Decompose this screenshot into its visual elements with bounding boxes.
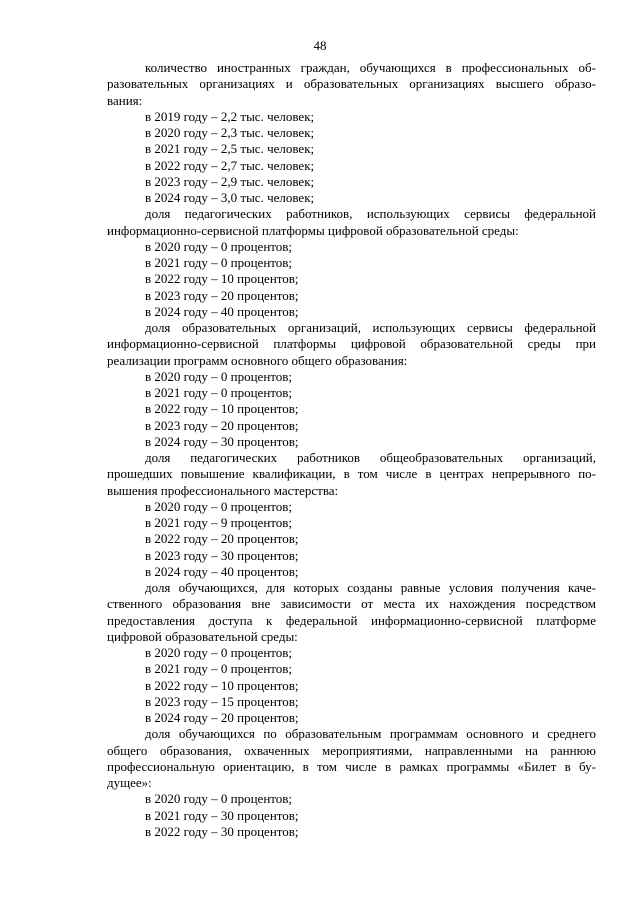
indicator-block [107,206,596,320]
value-list-item: в 2020 году – 0 процентов; [145,791,293,807]
value-list-item: в 2023 году – 20 процентов; [145,417,299,433]
value-list-item: в 2021 году – 9 процентов; [145,515,293,530]
paragraph-line: информационно-сервисной платформы цифровой образовательной среды: [107,222,519,238]
paragraph-line: дущее»: [107,775,152,790]
value-list-item: в 2021 году – 0 процентов; [145,385,293,400]
indicator-block [107,580,596,726]
value-list-item: в 2023 году – 2,9 тыс. человек; [145,173,315,189]
paragraph-line: реализации программ основного общего образования: [107,352,408,368]
paragraph-line: предоставления доступа к федеральной информационно-сервисной платформе [107,612,596,628]
value-list-item: в 2020 году – 0 процентов; [145,238,293,254]
value-list-item: в 2022 году – 10 процентов; [145,401,299,417]
paragraph-line: доля образовательных организаций, использующих сервисы федеральной [145,320,596,335]
paragraph-line: количество иностранных граждан, обучающихся в профессиональных об- [145,60,596,75]
value-list-item: в 2019 году – 2,2 тыс. человек; [145,108,315,124]
value-list-item: в 2022 году – 2,7 тыс. человек; [145,157,315,173]
value-list-item: в 2024 году – 3,0 тыс. человек; [145,190,315,205]
paragraph-line: вышения профессионального мастерства: [107,482,339,498]
document-body [107,60,596,840]
value-list-item: в 2023 году – 15 процентов; [145,693,299,709]
indicator-block [107,60,596,206]
page-number: 48 [313,38,327,53]
paragraph-line: доля педагогических работников, использующих сервисы федеральной [145,206,596,222]
value-list-item: в 2020 году – 2,3 тыс. человек; [145,125,315,140]
indicator-block [107,450,596,580]
value-list-item: в 2022 году – 10 процентов; [145,677,299,693]
value-list-item: в 2023 году – 20 процентов; [145,287,299,303]
paragraph-line: доля педагогических работников общеобразовательных организаций, [145,450,596,465]
value-list-item: в 2024 году – 30 процентов; [145,433,299,449]
value-list-item: в 2022 году – 10 процентов; [145,271,299,287]
paragraph-line: вания: [107,92,143,108]
value-list-item: в 2024 году – 40 процентов; [145,563,299,579]
value-list-item: в 2021 году – 2,5 тыс. человек; [145,141,315,157]
indicator-block [107,320,596,450]
value-list-item: в 2021 году – 30 процентов; [145,807,299,823]
value-list-item: в 2021 году – 0 процентов; [145,255,293,270]
value-list-item: в 2021 году – 0 процентов; [145,661,293,677]
value-list-item: в 2024 году – 40 процентов; [145,303,299,319]
paragraph-line: общего образования, охваченных мероприятиями, направленными на раннюю [107,742,596,758]
value-list-item: в 2022 году – 20 процентов; [145,531,299,547]
value-list-item: в 2023 году – 30 процентов; [145,547,299,563]
indicator-block [107,726,596,840]
paragraph-line: доля обучающихся по образовательным программам основного и среднего [145,726,596,742]
paragraph-line: ственного образования вне зависимости от места их нахождения посредством [107,596,596,612]
value-list-item: в 2020 году – 0 процентов; [145,498,293,514]
value-list-item: в 2024 году – 20 процентов; [145,710,299,725]
value-list-item: в 2020 году – 0 процентов; [145,368,293,384]
paragraph-line: информационно-сервисной платформы цифровой образовательной среды при [107,336,596,352]
paragraph-line: разовательных организациях и образовательных организациях высшего образо- [107,76,596,92]
paragraph-line: прошедших повышение квалификации, в том числе в центрах непрерывного по- [107,466,596,482]
value-list-item: в 2020 году – 0 процентов; [145,645,293,660]
paragraph-line: профессиональную ориентацию, в том числе в рамках программы «Билет в бу- [107,758,596,774]
paragraph-line: цифровой образовательной среды: [107,628,298,644]
paragraph-line: доля обучающихся, для которых созданы равные условия получения каче- [145,580,596,595]
value-list-item: в 2022 году – 30 процентов; [145,823,299,839]
